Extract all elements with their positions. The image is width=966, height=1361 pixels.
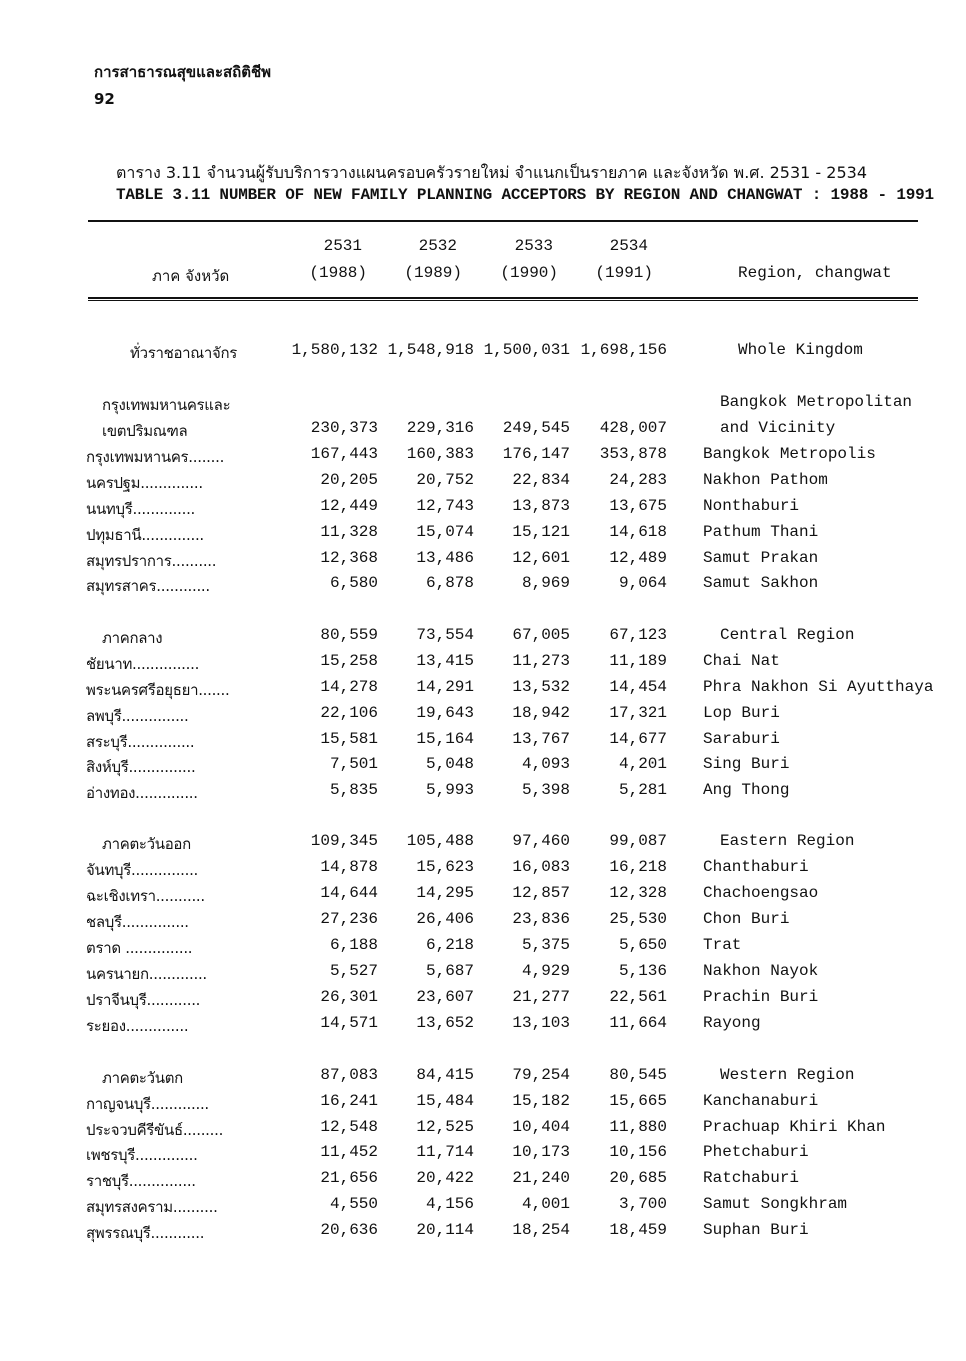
cell-value: 22,106 [320, 704, 378, 722]
cell-value: 20,114 [416, 1221, 474, 1239]
table-row [0, 1118, 966, 1144]
row-label-thai: นครปฐม.............. [86, 474, 203, 492]
row-label-english: Kanchanaburi [703, 1092, 819, 1110]
cell-value: 11,328 [320, 523, 378, 541]
cell-value: 25,530 [609, 910, 667, 928]
row-label-english: Sing Buri [703, 755, 790, 773]
table-row [0, 1092, 966, 1118]
row-label-thai: นนทบุรี.............. [86, 500, 196, 518]
row-label-thai: สุพรรณบุรี............ [86, 1224, 205, 1242]
header-year-ce: (1988) [309, 264, 367, 282]
row-label-thai: สิงห์บุรี............... [86, 758, 196, 776]
table-row-section [0, 626, 966, 652]
table-row [0, 497, 966, 523]
cell-value: 15,581 [320, 730, 378, 748]
table-row [0, 884, 966, 910]
row-label-thai: ลพบุรี............... [86, 707, 189, 725]
cell-value: 160,383 [406, 445, 474, 463]
row-label-thai: ทั่วราชอาณาจักร [130, 344, 238, 362]
row-label-thai: กรุงเทพมหานครและ [102, 396, 231, 414]
row-label-english: Lop Buri [703, 704, 780, 722]
cell-value: 12,489 [609, 549, 667, 567]
cell-value: 167,443 [310, 445, 378, 463]
table-caption-thai: ตาราง 3.11 จำนวนผู้รับบริการวางแผนครอบครัวรายใหม่ จำแนกเป็นรายภาค และจังหวัด พ.ศ. 2531 - 2534 [116, 163, 867, 182]
row-label-thai: ชลบุรี............... [86, 913, 189, 931]
cell-value: 22,834 [512, 471, 570, 489]
row-label-english: Chon Buri [703, 910, 790, 928]
table-row [0, 962, 966, 988]
cell-value: 20,205 [320, 471, 378, 489]
table-caption-english: TABLE 3.11 NUMBER OF NEW FAMILY PLANNING ACCEPTORS BY REGION AND CHANGWAT : 1988 - 1991 [116, 186, 934, 204]
header-year-ce: (1989) [404, 264, 462, 282]
cell-value: 12,525 [416, 1118, 474, 1136]
cell-value: 7,501 [329, 755, 378, 773]
cell-value: 10,173 [512, 1143, 570, 1161]
cell-value: 4,550 [329, 1195, 378, 1213]
row-label-thai: เพชรบุรี.............. [86, 1146, 198, 1164]
table-row [0, 549, 966, 575]
cell-value: 12,368 [320, 549, 378, 567]
cell-value: 5,048 [425, 755, 474, 773]
row-label-thai: ภาคตะวันตก [102, 1069, 183, 1087]
cell-value: 17,321 [609, 704, 667, 722]
cell-value: 13,652 [416, 1014, 474, 1032]
cell-value: 13,873 [512, 497, 570, 515]
header-year-be: 2533 [514, 237, 553, 255]
header-year-be: 2534 [609, 237, 648, 255]
table-row-section [0, 1066, 966, 1092]
cell-value: 16,083 [512, 858, 570, 876]
cell-value: 5,375 [521, 936, 570, 954]
row-label-thai: สมุทรสงคราม.......... [86, 1198, 218, 1216]
cell-value: 97,460 [512, 832, 570, 850]
row-label-thai: ภาคกลาง [102, 629, 163, 647]
cell-value: 5,136 [618, 962, 667, 980]
cell-value: 18,459 [609, 1221, 667, 1239]
cell-value: 105,488 [406, 832, 474, 850]
row-label-english: Bangkok Metropolitan [720, 393, 913, 411]
cell-value: 24,283 [609, 471, 667, 489]
row-label-english: Eastern Region [720, 832, 855, 850]
cell-value: 80,545 [609, 1066, 667, 1084]
cell-value: 87,083 [320, 1066, 378, 1084]
cell-value: 15,484 [416, 1092, 474, 1110]
cell-value: 20,422 [416, 1169, 474, 1187]
cell-value: 4,001 [521, 1195, 570, 1213]
row-label-thai: นครนายก............. [86, 965, 207, 983]
header-year-be: 2531 [323, 237, 362, 255]
cell-value: 5,687 [425, 962, 474, 980]
header-year-be: 2532 [418, 237, 457, 255]
cell-value: 15,074 [416, 523, 474, 541]
table-row [0, 1195, 966, 1221]
cell-value: 13,767 [512, 730, 570, 748]
cell-value: 21,277 [512, 988, 570, 1006]
cell-value: 22,561 [609, 988, 667, 1006]
cell-value: 15,665 [609, 1092, 667, 1110]
row-label-english: Pathum Thani [703, 523, 819, 541]
table-row [0, 730, 966, 756]
table-row [0, 1221, 966, 1247]
cell-value: 18,254 [512, 1221, 570, 1239]
cell-value: 67,123 [609, 626, 667, 644]
cell-value: 13,103 [512, 1014, 570, 1032]
cell-value: 20,685 [609, 1169, 667, 1187]
cell-value: 4,201 [618, 755, 667, 773]
running-head: การสาธารณสุขและสถิติชีพ [94, 63, 272, 81]
cell-value: 4,156 [425, 1195, 474, 1213]
cell-value: 14,278 [320, 678, 378, 696]
cell-value: 99,087 [609, 832, 667, 850]
row-label-thai: กาญจนบุรี............. [86, 1095, 209, 1113]
cell-value: 13,415 [416, 652, 474, 670]
cell-value: 428,007 [599, 419, 667, 437]
cell-value: 13,532 [512, 678, 570, 696]
cell-value: 20,752 [416, 471, 474, 489]
cell-value: 14,878 [320, 858, 378, 876]
cell-value: 4,093 [521, 755, 570, 773]
cell-value: 11,189 [609, 652, 667, 670]
cell-value: 12,601 [512, 549, 570, 567]
table-row [0, 988, 966, 1014]
row-label-english: Whole Kingdom [738, 341, 863, 359]
row-label-thai: ระยอง.............. [86, 1017, 189, 1035]
cell-value: 353,878 [599, 445, 667, 463]
row-label-english: Ang Thong [703, 781, 790, 799]
row-label-english: and Vicinity [720, 419, 836, 437]
row-label-thai: สมุทรปราการ.......... [86, 552, 217, 570]
cell-value: 6,218 [425, 936, 474, 954]
row-label-thai: พระนครศรีอยุธยา....... [86, 681, 230, 699]
table-row [0, 936, 966, 962]
cell-value: 5,398 [521, 781, 570, 799]
row-label-thai: เขตปริมณฑล [102, 422, 188, 440]
table-row [0, 755, 966, 781]
cell-value: 6,188 [329, 936, 378, 954]
row-label-english: Nakhon Nayok [703, 962, 819, 980]
cell-value: 19,643 [416, 704, 474, 722]
row-label-english: Chachoengsao [703, 884, 819, 902]
row-label-english: Samut Sakhon [703, 574, 819, 592]
table-row [0, 704, 966, 730]
cell-value: 23,836 [512, 910, 570, 928]
cell-value: 5,281 [618, 781, 667, 799]
cell-value: 13,675 [609, 497, 667, 515]
cell-value: 15,623 [416, 858, 474, 876]
table-row [0, 652, 966, 678]
header-bottom-rule-thin [88, 300, 918, 301]
row-label-english: Ratchaburi [703, 1169, 800, 1187]
cell-value: 15,121 [512, 523, 570, 541]
cell-value: 5,650 [618, 936, 667, 954]
row-label-english: Phetchaburi [703, 1143, 809, 1161]
cell-value: 27,236 [320, 910, 378, 928]
table-row [0, 1014, 966, 1040]
table-row [0, 910, 966, 936]
cell-value: 1,548,918 [387, 341, 474, 359]
cell-value: 14,644 [320, 884, 378, 902]
row-label-english: Prachin Buri [703, 988, 819, 1006]
cell-value: 14,291 [416, 678, 474, 696]
cell-value: 16,241 [320, 1092, 378, 1110]
table-row [0, 678, 966, 704]
row-label-english: Rayong [703, 1014, 761, 1032]
row-label-english: Chai Nat [703, 652, 780, 670]
cell-value: 12,449 [320, 497, 378, 515]
cell-value: 10,404 [512, 1118, 570, 1136]
cell-value: 14,454 [609, 678, 667, 696]
cell-value: 10,156 [609, 1143, 667, 1161]
cell-value: 12,328 [609, 884, 667, 902]
cell-value: 11,880 [609, 1118, 667, 1136]
row-label-thai: ฉะเชิงเทรา........... [86, 887, 205, 905]
row-label-english: Saraburi [703, 730, 780, 748]
table-row [0, 1169, 966, 1195]
header-bottom-rule [88, 297, 918, 299]
table-row-total [0, 341, 966, 367]
cell-value: 3,700 [618, 1195, 667, 1213]
cell-value: 67,005 [512, 626, 570, 644]
table-top-rule [88, 220, 918, 222]
cell-value: 12,548 [320, 1118, 378, 1136]
row-label-english: Suphan Buri [703, 1221, 809, 1239]
cell-value: 15,258 [320, 652, 378, 670]
cell-value: 12,743 [416, 497, 474, 515]
row-label-english: Western Region [720, 1066, 855, 1084]
cell-value: 80,559 [320, 626, 378, 644]
cell-value: 1,698,156 [580, 341, 667, 359]
cell-value: 14,571 [320, 1014, 378, 1032]
cell-value: 12,857 [512, 884, 570, 902]
page-number: 92 [94, 90, 115, 108]
cell-value: 5,835 [329, 781, 378, 799]
row-label-english: Nonthaburi [703, 497, 800, 515]
table-row [0, 574, 966, 600]
cell-value: 20,636 [320, 1221, 378, 1239]
cell-value: 109,345 [310, 832, 378, 850]
cell-value: 84,415 [416, 1066, 474, 1084]
cell-value: 11,452 [320, 1143, 378, 1161]
table-row-section [0, 832, 966, 858]
cell-value: 5,527 [329, 962, 378, 980]
table-row [0, 445, 966, 471]
cell-value: 6,878 [425, 574, 474, 592]
row-label-english: Chanthaburi [703, 858, 809, 876]
cell-value: 14,677 [609, 730, 667, 748]
cell-value: 18,942 [512, 704, 570, 722]
row-label-thai: ปราจีนบุรี............ [86, 991, 201, 1009]
header-year-ce: (1991) [595, 264, 653, 282]
cell-value: 15,164 [416, 730, 474, 748]
cell-value: 14,295 [416, 884, 474, 902]
cell-value: 1,500,031 [483, 341, 570, 359]
table-row-section [0, 393, 966, 419]
row-label-thai: ตราด ............... [86, 939, 193, 957]
row-label-english: Samut Prakan [703, 549, 819, 567]
table-row [0, 523, 966, 549]
cell-value: 15,182 [512, 1092, 570, 1110]
row-label-english: Central Region [720, 626, 855, 644]
cell-value: 5,993 [425, 781, 474, 799]
row-label-thai: กรุงเทพมหานคร........ [86, 448, 225, 466]
cell-value: 13,486 [416, 549, 474, 567]
row-label-english: Samut Songkhram [703, 1195, 848, 1213]
row-label-english: Trat [703, 936, 742, 954]
header-label-english: Region, changwat [738, 264, 892, 282]
table-row [0, 781, 966, 807]
table-row [0, 858, 966, 884]
cell-value: 11,664 [609, 1014, 667, 1032]
cell-value: 14,618 [609, 523, 667, 541]
header-label-thai: ภาค จังหวัด [152, 267, 230, 285]
cell-value: 11,273 [512, 652, 570, 670]
cell-value: 11,714 [416, 1143, 474, 1161]
cell-value: 6,580 [329, 574, 378, 592]
row-label-thai: สมุทรสาคร............ [86, 577, 210, 595]
cell-value: 26,406 [416, 910, 474, 928]
cell-value: 79,254 [512, 1066, 570, 1084]
cell-value: 73,554 [416, 626, 474, 644]
table-row [0, 471, 966, 497]
row-label-thai: ราชบุรี............... [86, 1172, 196, 1190]
row-label-thai: ชัยนาท............... [86, 655, 200, 673]
row-label-thai: ภาคตะวันออก [102, 835, 191, 853]
row-label-english: Bangkok Metropolis [703, 445, 876, 463]
cell-value: 21,656 [320, 1169, 378, 1187]
cell-value: 229,316 [406, 419, 474, 437]
cell-value: 8,969 [521, 574, 570, 592]
table-row-section [0, 419, 966, 445]
row-label-thai: อ่างทอง.............. [86, 784, 198, 802]
row-label-english: Prachuap Khiri Khan [703, 1118, 886, 1136]
row-label-english: Nakhon Pathom [703, 471, 828, 489]
row-label-thai: ปทุมธานี.............. [86, 526, 204, 544]
cell-value: 16,218 [609, 858, 667, 876]
row-label-english: Phra Nakhon Si Ayutthaya [703, 678, 934, 696]
header-year-ce: (1990) [500, 264, 558, 282]
row-label-thai: ประจวบคีรีขันธ์......... [86, 1121, 224, 1139]
cell-value: 4,929 [521, 962, 570, 980]
cell-value: 176,147 [502, 445, 570, 463]
cell-value: 1,580,132 [291, 341, 378, 359]
row-label-thai: สระบุรี............... [86, 733, 195, 751]
cell-value: 21,240 [512, 1169, 570, 1187]
cell-value: 249,545 [502, 419, 570, 437]
cell-value: 230,373 [310, 419, 378, 437]
table-row [0, 1143, 966, 1169]
cell-value: 26,301 [320, 988, 378, 1006]
cell-value: 23,607 [416, 988, 474, 1006]
cell-value: 9,064 [618, 574, 667, 592]
row-label-thai: จันทบุรี............... [86, 861, 199, 879]
